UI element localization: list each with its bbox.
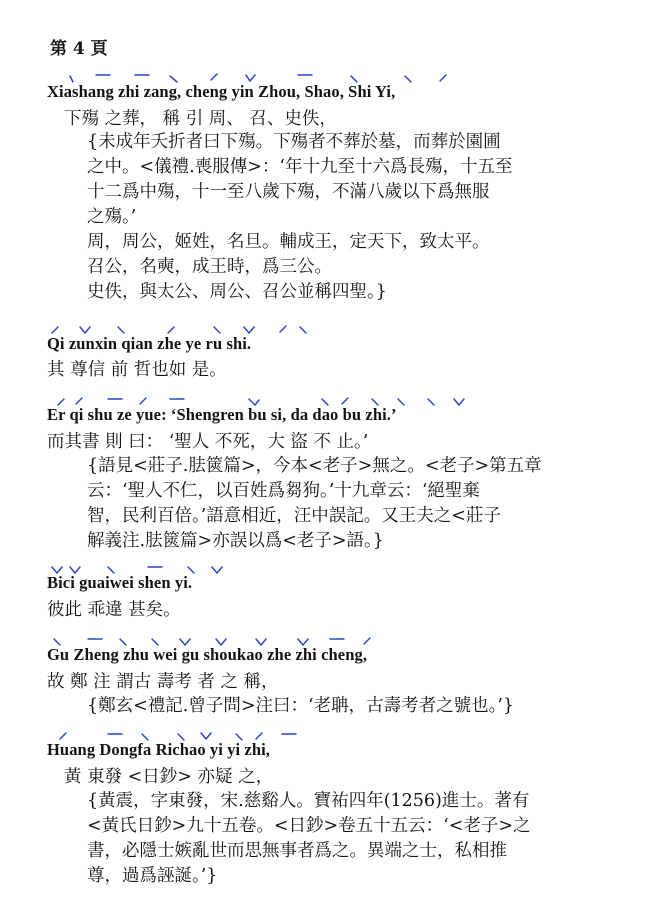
annotation-note	[87, 694, 514, 719]
annotation-note	[87, 454, 542, 554]
note-line: 云：‘聖人不仁，以百姓爲芻狗。’十九章云：‘絕聖棄	[87, 481, 480, 501]
pinyin-line: Er qi shu ze yue: ‘Shengren bu si, da dao bu zhi.’	[47, 405, 397, 424]
note-line: 史佚，與太公、周公、召公並稱四聖。}	[87, 282, 387, 302]
note-line: 解義注.胠篋篇>亦誤以爲<老子>語。}	[87, 531, 384, 551]
pinyin-line: Qi zunxin qian zhe ye ru shi.	[47, 334, 252, 353]
note-line: 十二爲中殤，十一至八歲下殤，不滿八歲以下爲無服	[87, 182, 490, 202]
note-line: 尊，過爲誣誕。’}	[87, 866, 218, 886]
pinyin-line: Gu Zheng zhu wei gu shoukao zhe zhi cheng,	[47, 645, 368, 664]
hanzi-line: 其 尊信 前 哲也如 是。	[47, 360, 227, 380]
annotation-note	[87, 789, 531, 889]
hanzi-line: 黃 東發 <日鈔> 亦疑 之，	[64, 767, 274, 787]
note-line: 智，民利百倍。’語意相近，汪中誤記。又王夫之<莊子	[87, 506, 501, 526]
pinyin-line: Xiashang zhi zang, cheng yin Zhou, Shao, Shi Yi,	[47, 82, 396, 101]
note-line: <黃氏日鈔>九十五卷。<日鈔>卷五十五云：‘<老子>之	[87, 816, 531, 836]
hanzi-line: 彼此 乖違 甚矣。	[47, 600, 181, 620]
note-line: {鄭玄<禮記.曾子問>注曰：‘老聃，古壽考者之號也。’}	[87, 696, 515, 716]
note-line: {黃震，字東發，宋.慈谿人。寶祐四年(1256)進士。著有	[87, 791, 530, 811]
note-line: 召公，名奭，成王時，爲三公。	[87, 257, 332, 277]
hanzi-line: 故 鄭 注 謂古 壽考 者 之 稱，	[47, 672, 279, 692]
note-line: 書，必隱士嫉亂世而思無事者爲之。異端之士，私相推	[87, 841, 507, 861]
pinyin-line: Bici guaiwei shen yi.	[47, 573, 193, 592]
note-line: 之中。<儀禮.喪服傳>：‘年十九至十六爲長殤，十五至	[87, 157, 513, 177]
hanzi-line: 而其書 則 曰： ‘聖人 不死，大 盜 不 止。’	[47, 432, 369, 452]
pinyin-line: Huang Dongfa Richao yi yi zhi,	[47, 740, 271, 759]
note-line: {未成年夭折者曰下殤。下殤者不葬於墓，而葬於園圃	[87, 132, 501, 152]
hanzi-line: 下殤 之葬， 稱 引 周、 召、史佚，	[64, 109, 337, 129]
note-line: {語見<莊子.胠篋篇>，今本<老子>無之。<老子>第五章	[87, 456, 542, 476]
note-line: 之殤。’	[87, 207, 137, 227]
annotation-note	[87, 130, 512, 305]
note-line: 周，周公，姬姓，名旦。輔成王，定天下，致太平。	[87, 232, 490, 252]
page-number: 第 4 頁	[50, 39, 108, 59]
